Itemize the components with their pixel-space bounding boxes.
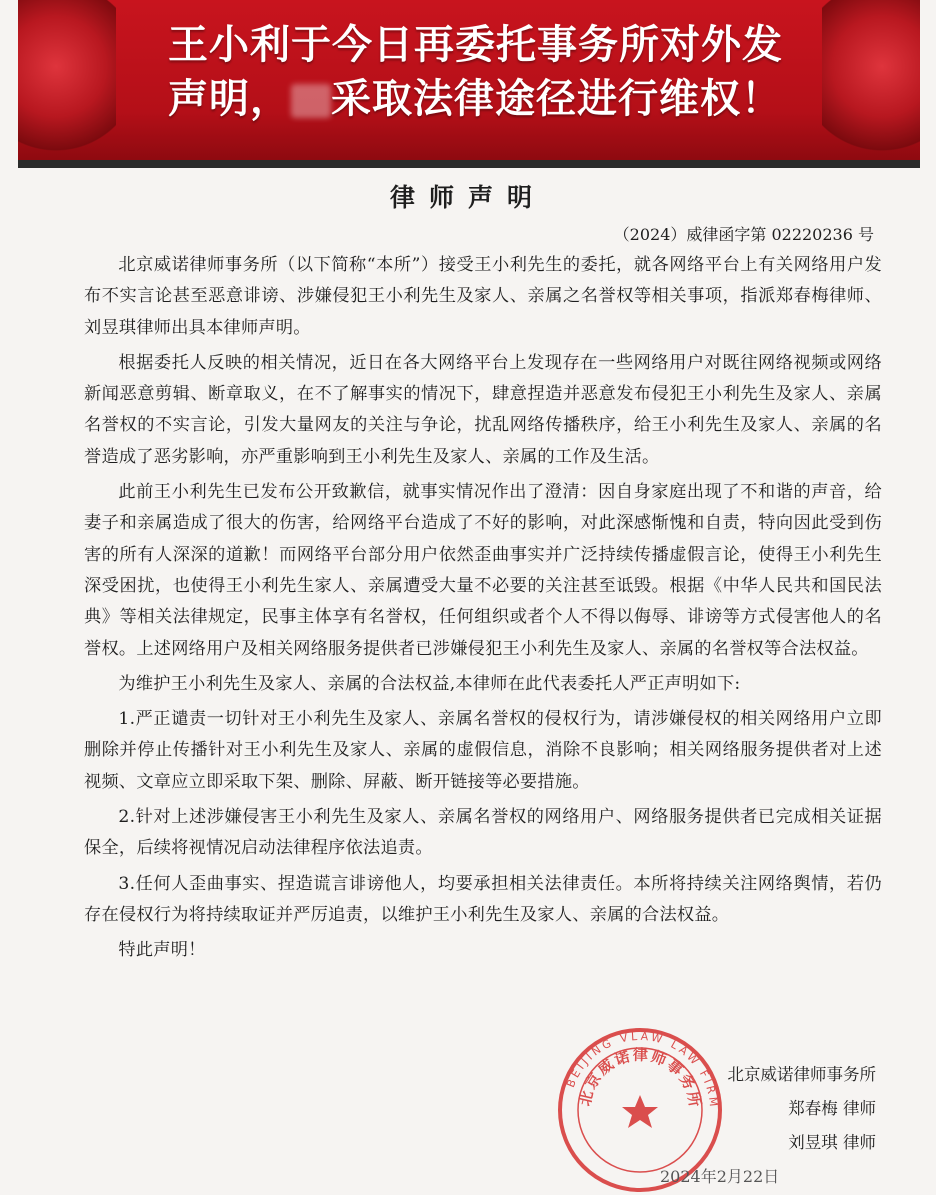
- paragraph-point-1: 1.严正谴责一切针对王小利先生及家人、亲属名誉权的侵权行为，请涉嫌侵权的相关网络用户立即删除并停止传播针对王小利先生及家人、亲属的虚假信息，消除不良影响；相关网络服务提供者对上述视频、文章应立即采取下架、删除、屏蔽、断开链接等必要措施。: [84, 709, 882, 792]
- seal-outer-text: BEIJING VLAW LAW FIRM: [563, 1029, 721, 1110]
- paragraph-declaration-lead: 为维护王小利先生及家人、亲属的合法权益,本律师在此代表委托人严正声明如下:: [118, 673, 741, 694]
- seal-star-icon: [622, 1095, 658, 1128]
- paragraph-intro: 北京威诺律师事务所（以下简称“本所”）接受王小利先生的委托，就各网络平台上有关网络用户发布不实言论甚至恶意诽谤、涉嫌侵犯王小利先生及家人、亲属之名誉权等相关事项，指派郑春梅律师、刘昱琪律师出具本律师声明。: [84, 255, 882, 338]
- paragraph-closing: 特此声明！: [118, 940, 206, 961]
- banner-shadow: [18, 160, 920, 168]
- reference-number: （2024）威律函字第 02220236 号: [613, 225, 874, 244]
- statement-date: 2024年2月22日: [660, 1167, 780, 1186]
- lawyer-1-name: 郑春梅 律师: [788, 1099, 876, 1118]
- seal-inner-text: 北京威诺律师事务所: [575, 1045, 705, 1111]
- paragraph-background: 此前王小利先生已发布公开致歉信，就事实情况作出了澄清：因自身家庭出现了不和谐的声音，给妻子和亲属造成了很大的伤害，给网络平台造成了不好的影响，对此深感惭愧和自责，特向因此受到伤害的所有人深深的道歉！而网络平台部分用户依然歪曲事实并广泛持续传播虚假言论，使得王小利先生深受困扰，也使得王小利先生家人、亲属遭受大量不必要的关注甚至诋毁。根据《中华人民共和国民法典》等相关法律规定，民事主体享有名誉权，任何组织或者个人不得以侮辱、诽谤等方式侵害他人的名誉权。上述网络用户及相关网络服务提供者已涉嫌侵犯王小利先生及家人、亲属的名誉权等合法权益。: [84, 482, 882, 659]
- document-title: 律师声明: [389, 183, 546, 212]
- headline-banner: [18, 0, 920, 160]
- blurred-character: [291, 84, 331, 118]
- paragraph-point-3: 3.任何人歪曲事实、捏造谎言诽谤他人，均要承担相关法律责任。本所将持续关注网络舆情，若仍存在侵权行为将持续取证并严厉追责，以维护王小利先生及家人、亲属的合法权益。: [84, 873, 882, 925]
- rose-decoration-right: [822, 0, 920, 160]
- statement-body: [84, 250, 882, 971]
- headline-line-2-end: 采取法律途径进行维权！: [331, 76, 782, 122]
- headline-line-1: 王小利于今日再委托事务所对外发: [168, 22, 783, 68]
- rose-decoration-left: [18, 0, 116, 160]
- lawyer-2-name: 刘昱琪 律师: [788, 1133, 876, 1152]
- paragraph-point-2: 2.针对上述涉嫌侵害王小利先生及家人、亲属名誉权的网络用户、网络服务提供者已完成相关证据保全，后续将视情况启动法律程序依法追责。: [84, 807, 882, 859]
- law-firm-name: 北京威诺律师事务所: [727, 1065, 876, 1084]
- headline-line-2: [168, 74, 828, 124]
- headline-line-2-start: 声明，: [168, 76, 291, 122]
- paragraph-situation: 根据委托人反映的相关情况，近日在各大网络平台上发现存在一些网络用户对既往网络视频或网络新闻恶意剪辑、断章取义，在不了解事实的情况下，肆意捏造并恶意发布侵犯王小利先生及家人、亲属名誉权的不实言论，引发大量网友的关注与争论，扰乱网络传播秩序，给王小利先生及家人、亲属的名誉造成了恶劣影响，亦严重影响到王小利先生及家人、亲属的工作及生活。: [84, 352, 882, 467]
